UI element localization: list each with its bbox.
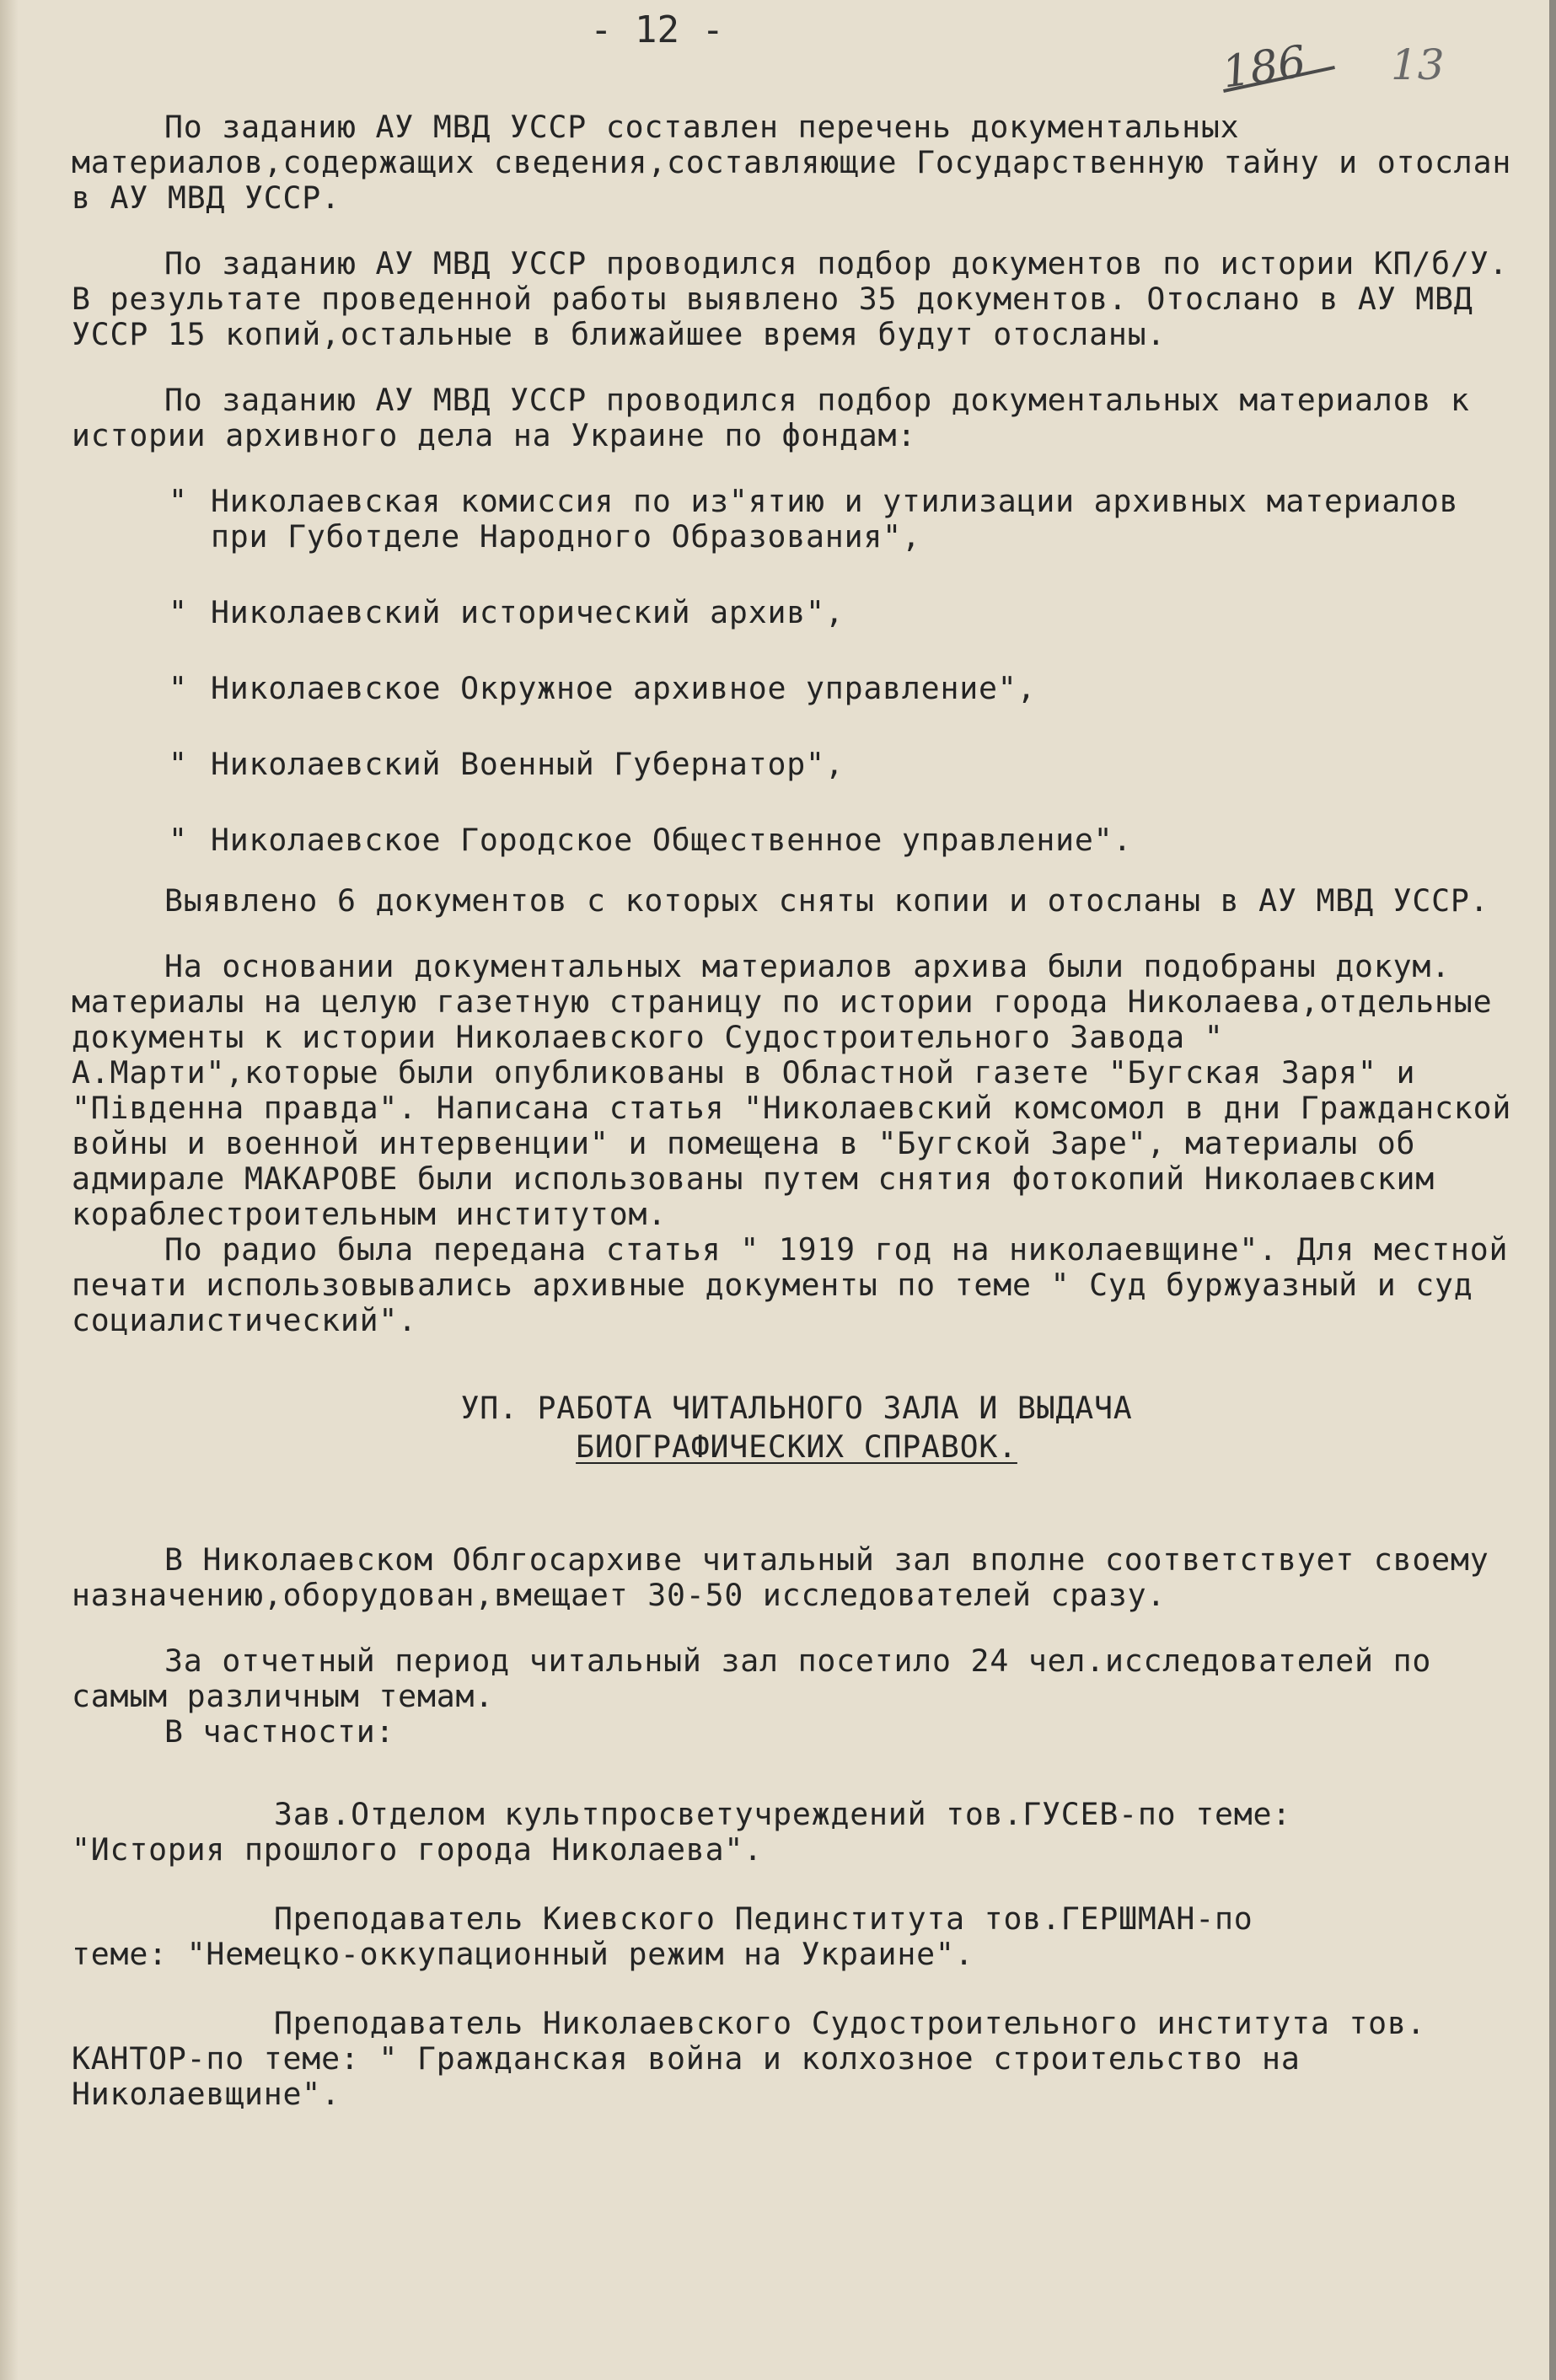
- section-heading: [72, 1389, 1521, 1466]
- paragraph: Выявлено 6 документов с которых сняты копии и отосланы в АУ МВД УССР.: [164, 882, 1489, 919]
- list-item: " Николаевское Городское Общественное управление".: [169, 822, 1133, 858]
- archive-folio-number: 13: [1391, 40, 1445, 89]
- page-binding-shadow: [0, 0, 19, 2380]
- paragraph: На основании документальных материалов архива были подобраны докум. материалы на целую газетную страницу по истории города Николаева,отдельные документы к истории Николаевского Судостроительного Завода " А.Марти",которые были опубликованы в Областной газете "Бугская Заря" и "Південна правда". Написана статья "Николаевский комсомол в дни Гражданской войны и военной интервенции" и помещена в "Бугской Заре", материалы об адмирале МАКАРОВЕ были использованы путем снятия фотокопий Николаевским кораблестроительным институтом.: [72, 948, 1512, 1232]
- researcher-line: Преподаватель Киевского Пединститута тов.ГЕРШМАН-по: [274, 1900, 1253, 1937]
- researcher-line: Преподаватель Николаевского Судостроительного института тов. КАНТОР-по теме: " Гражданская война и колхозное строительство на Николаевщине".: [72, 2005, 1426, 2112]
- list-item: " Николаевское Окружное архивное управление",: [169, 670, 1037, 706]
- paragraph: В Николаевском Облгосархиве читальный зал вполне соответствует своему назначению,оборудован,вмещает 30-50 исследователей сразу.: [72, 1541, 1489, 1613]
- paragraph: За отчетный период читальный зал посетило 24 чел.исследователей по самым различным темам.: [72, 1643, 1432, 1714]
- researcher-entry: [72, 1797, 1521, 1868]
- document-body: [72, 110, 1521, 2146]
- paragraph: В частности:: [164, 1713, 395, 1750]
- funds-list: [169, 483, 1521, 858]
- researcher-topic: "История прошлого города Николаева".: [72, 1831, 763, 1868]
- list-item: " Николаевская комиссия по из"ятию и утилизации архивных материалов при Губотделе Народного Образования",: [169, 483, 1459, 555]
- section-title-line2: БИОГРАФИЧЕСКИХ СПРАВОК.: [576, 1429, 1017, 1465]
- section-title-line1: УП. РАБОТА ЧИТАЛЬНОГО ЗАЛА И ВЫДАЧА: [460, 1390, 1133, 1426]
- paragraph: По радио была передана статья " 1919 год на николаевщине". Для местной печати использовывались архивные документы по теме " Суд буржуазный и суд социалистический".: [72, 1231, 1509, 1338]
- list-item: " Николаевский исторический архив",: [169, 594, 845, 630]
- archive-struck-number: 186: [1219, 36, 1309, 99]
- researcher-entry: [72, 1901, 1521, 1972]
- page-edge: [1549, 0, 1556, 2380]
- page-number: - 12 -: [590, 8, 724, 51]
- researcher-topic: теме: "Немецко-оккупационный режим на Украине".: [72, 1936, 974, 1972]
- researcher-line: Зав.Отделом культпросветучреждений тов.ГУСЕВ-по теме:: [274, 1796, 1292, 1832]
- paragraph: По заданию АУ МВД УССР проводился подбор документальных материалов к истории архивного дела на Украине по фондам:: [72, 382, 1470, 453]
- paragraph: По заданию АУ МВД УССР проводился подбор документов по истории КП/б/У. В результате проведенной работы выявлено 35 документов. Отослано в АУ МВД УССР 15 копий,остальные в ближайшее время будут отосланы.: [72, 245, 1509, 352]
- paragraph: По заданию АУ МВД УССР составлен перечень документальных материалов,содержащих сведения,составляющие Государственную тайну и отослан в АУ МВД УССР.: [72, 109, 1512, 216]
- list-item: " Николаевский Военный Губернатор",: [169, 746, 845, 782]
- researcher-entry: [72, 2006, 1521, 2112]
